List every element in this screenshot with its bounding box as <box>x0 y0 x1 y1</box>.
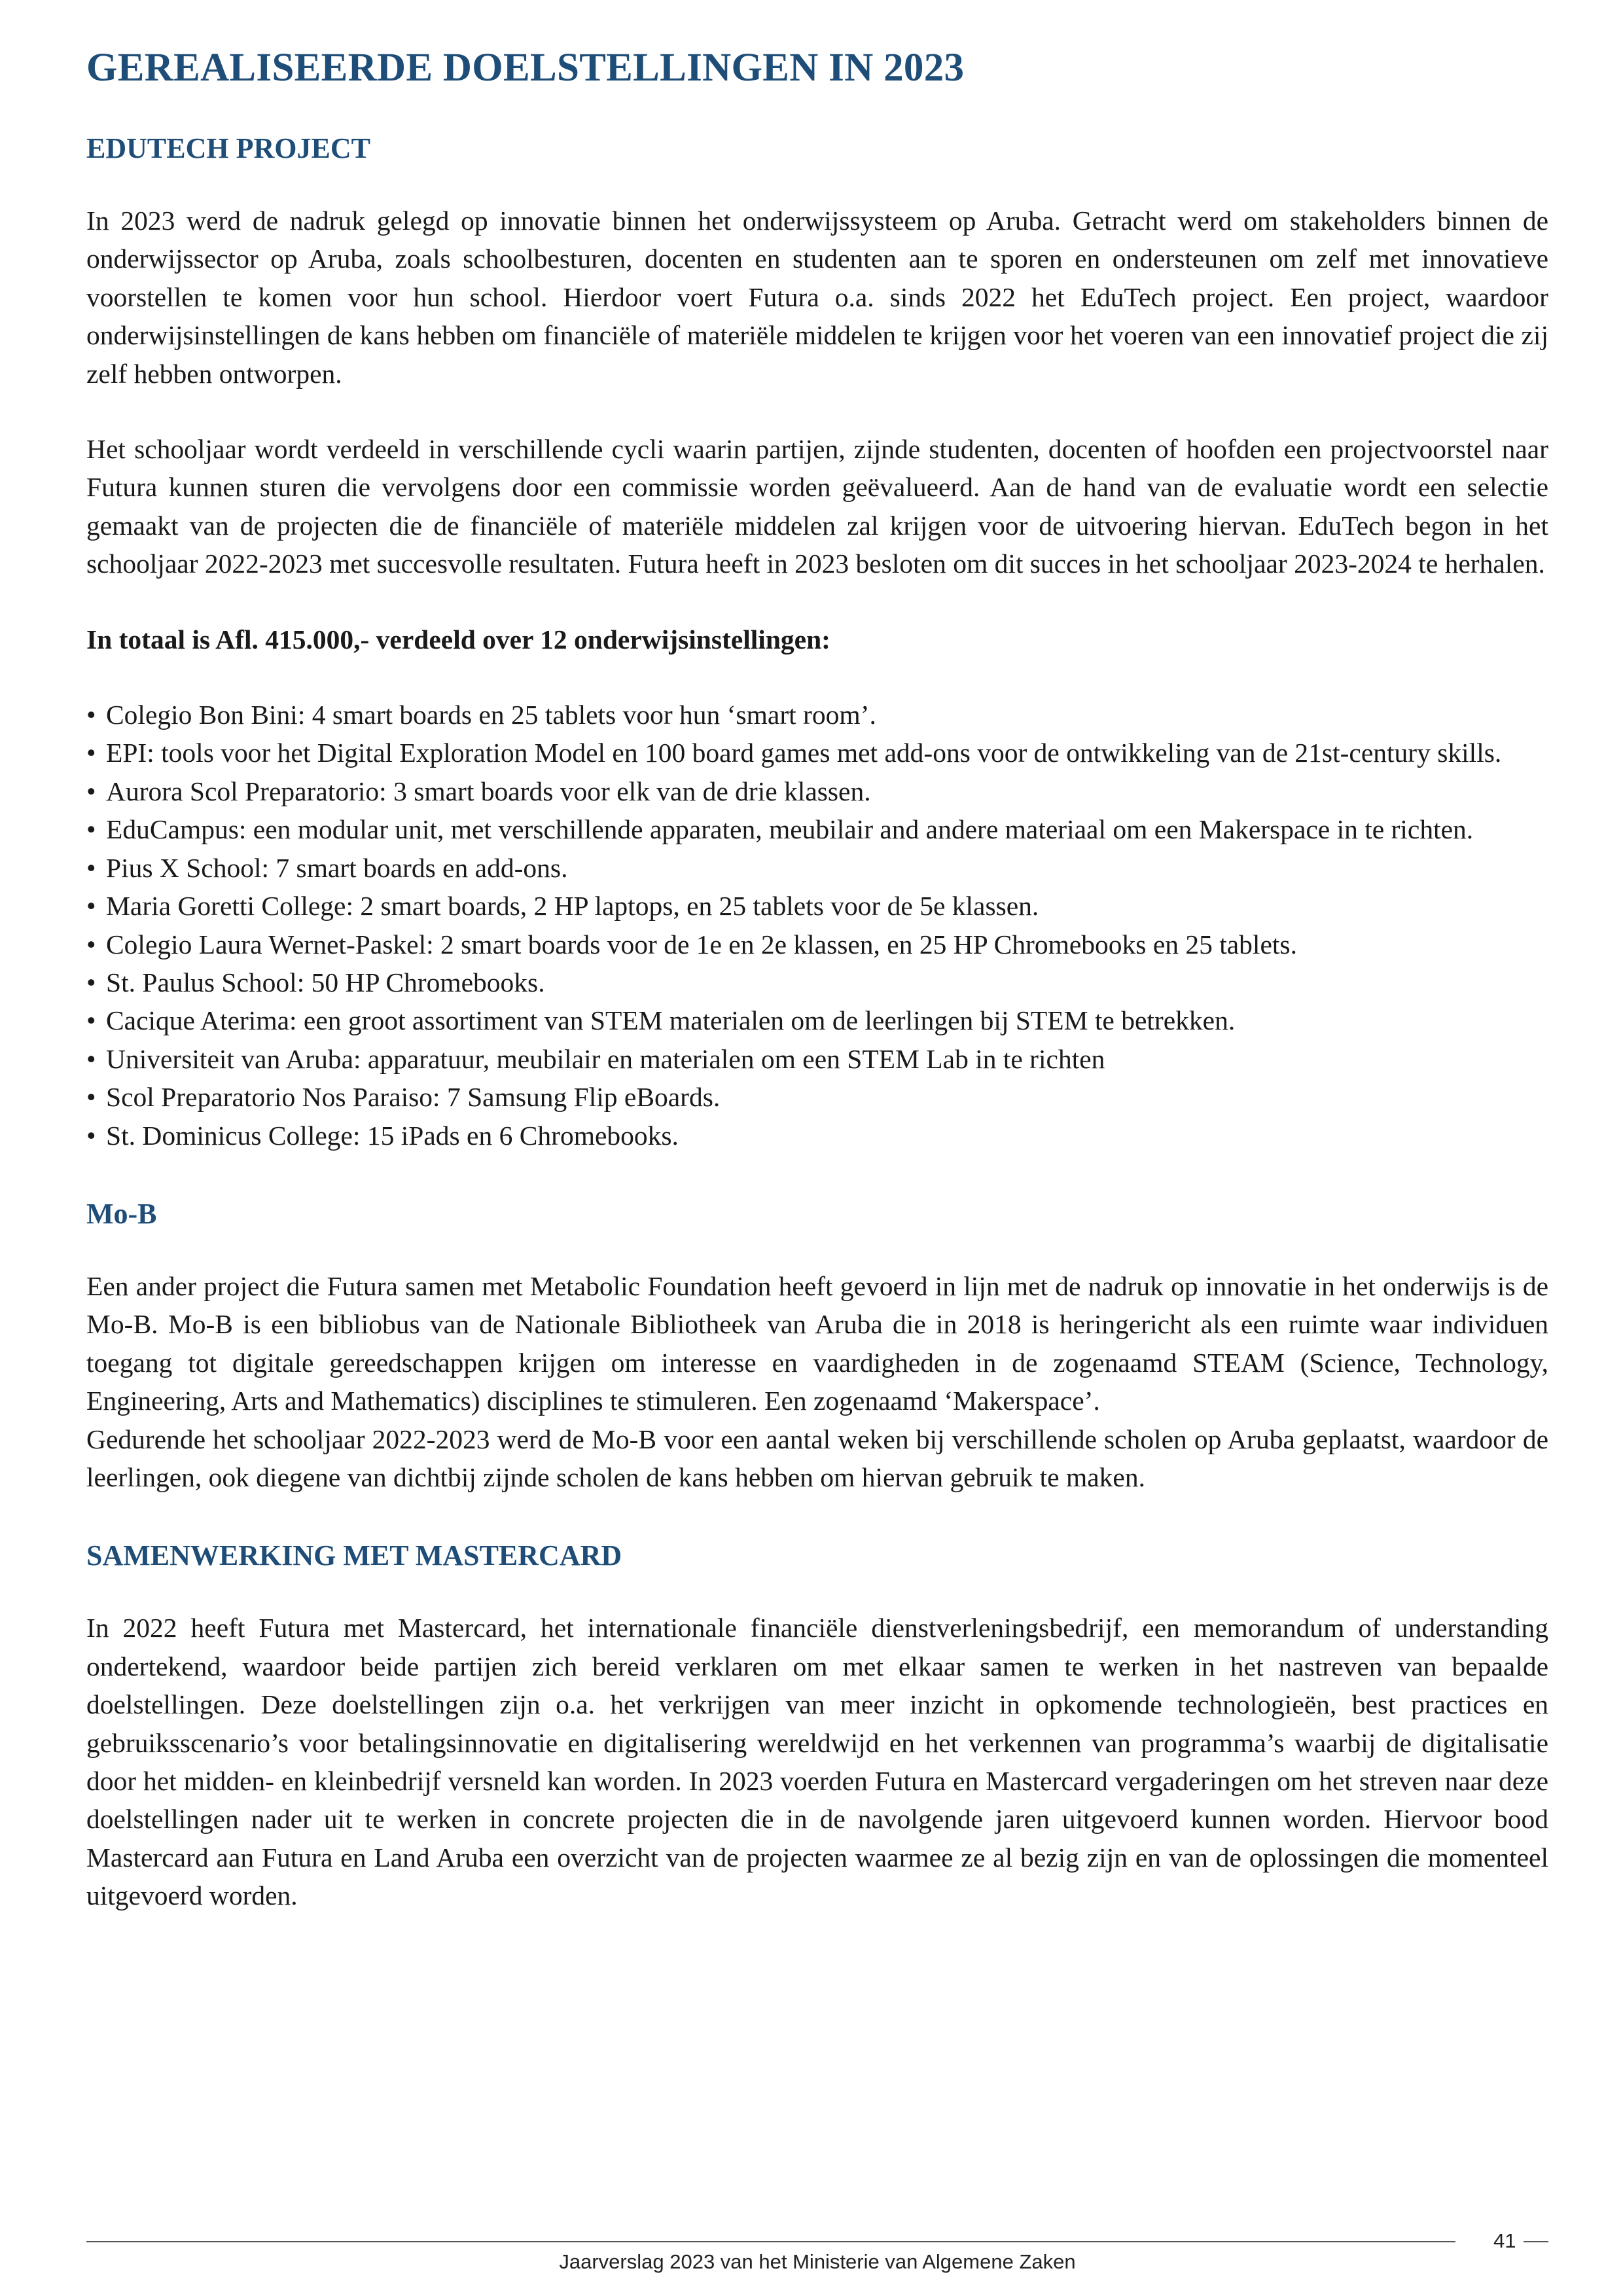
paragraph: Een ander project die Futura samen met Metabolic Foundation heeft gevoerd in lijn met de nadruk op innovatie in het onderwijs is de Mo-B. Mo-B is een bibliobus van de Nationale Bibliotheek van Aruba die in 2018 is heringericht als een ruimte waar individuen toegang tot digitale gereedschappen krijgen om interesse en vaardigheden in de zogenaamd STEAM (Science, Technology, Engineering, Arts and Mathematics) disciplines te stimuleren. Een zogenaamd ‘Makerspace’. <box>86 1270 1548 1416</box>
bullet-icon: • <box>86 776 96 806</box>
bullet-icon: • <box>86 852 96 883</box>
section-mob <box>86 1195 1548 1496</box>
bullet-icon: • <box>86 814 96 845</box>
bullet-icon: • <box>86 700 96 730</box>
list-item: • Scol Preparatorio Nos Paraiso: 7 Samsung Flip eBoards. <box>86 1078 1548 1116</box>
list-item: • EduCampus: een modular unit, met verschillende apparaten, meubilair and andere materiaal om een Makerspace in te richten. <box>86 810 1548 848</box>
list-item: • Pius X School: 7 smart boards en add-ons. <box>86 849 1548 887</box>
footer-divider <box>86 2241 1455 2242</box>
list-item: • St. Paulus School: 50 HP Chromebooks. <box>86 963 1548 1001</box>
section-edutech <box>86 130 1548 1155</box>
bullet-icon: • <box>86 929 96 960</box>
paragraph: Gedurende het schooljaar 2022-2023 werd de Mo-B voor een aantal weken bij verschillende scholen op Aruba geplaatst, waardoor de leerlingen, ook diegene van dichtbij zijnde scholen de kans hebben om hiervan gebruik te maken. <box>86 1424 1548 1492</box>
bullet-icon: • <box>86 1043 96 1074</box>
page-title: GEREALISEERDE DOELSTELLINGEN IN 2023 <box>86 46 965 90</box>
section-heading-mob: Mo-B <box>86 1197 157 1230</box>
list-item: • Maria Goretti College: 2 smart boards, 2 HP laptops, en 25 tablets voor de 5e klassen. <box>86 887 1548 925</box>
page-content <box>86 38 1548 1915</box>
page-number-dash <box>1524 2241 1548 2242</box>
list-item: • Colegio Bon Bini: 4 smart boards en 25 tablets voor hun ‘smart room’. <box>86 696 1548 734</box>
section-heading-edutech: EDUTECH PROJECT <box>86 132 370 164</box>
list-item: • EPI: tools voor het Digital Exploration Model en 100 board games met add-ons voor de ontwikkeling van de 21st-century skills. <box>86 734 1548 772</box>
bullet-icon: • <box>86 738 96 768</box>
paragraph: In 2022 heeft Futura met Mastercard, het internationale financiële dienstverleningsbedrijf, een memorandum of understanding ondertekend, waardoor beide partijen zich bereid verklaren om met elkaar samen te werken in het nastreven van bepaalde doelstellingen. Deze doelstellingen zijn o.a. het verkrijgen van meer inzicht in opkomende technologieën, best practices en gebruiksscenario’s voor betalingsinnovatie en digitalisering wereldwijd en het verkennen van programma’s waarbij de digitalisatie door het midden- en kleinbedrijf versneld kan worden. In 2023 voerden Futura en Mastercard vergaderingen om het streven naar deze doelstellingen nader uit te werken in concrete projecten die in de navolgende jaren uitgevoerd kunnen worden. Hiervoor bood Mastercard aan Futura en Land Aruba een overzicht van de projecten waarmee ze al bezig zijn en van de oplossingen die momenteel uitgevoerd worden. <box>86 1613 1548 1911</box>
bullet-icon: • <box>86 1120 96 1151</box>
bullet-icon: • <box>86 891 96 922</box>
paragraph: In 2023 werd de nadruk gelegd op innovatie binnen het onderwijssysteem op Aruba. Getracht werd om stakeholders binnen de onderwijssector op Aruba, zoals schoolbesturen, docenten en studenten aan te sporen en ondersteunen om zelf met innovatieve voorstellen te komen voor hun school. Hierdoor voert Futura o.a. sinds 2022 het EduTech project. Een project, waardoor onderwijsinstellingen de kans hebben om financiële of materiële middelen te krijgen voor het voeren van een innovatief project die zij zelf hebben ontworpen. <box>86 206 1548 389</box>
bullet-icon: • <box>86 1082 96 1113</box>
list-item: • Colegio Laura Wernet-Paskel: 2 smart boards voor de 1e en 2e klassen, en 25 HP Chromebooks en 25 tablets. <box>86 925 1548 963</box>
paragraph: Het schooljaar wordt verdeeld in verschillende cycli waarin partijen, zijnde studenten, docenten of hoofden een projectvoorstel naar Futura kunnen sturen die vervolgens door een commissie worden geëvalueerd. Aan de hand van de evaluatie wordt een selectie gemaakt van de projecten die de financiële of materiële middelen zal krijgen voor de uitvoering hiervan. EduTech begon in het schooljaar 2022-2023 met succesvolle resultaten. Futura heeft in 2023 besloten om dit succes in het schooljaar 2023-2024 te herhalen. <box>86 434 1548 579</box>
section-heading-mastercard: SAMENWERKING MET MASTERCARD <box>86 1539 622 1572</box>
total-statement: In totaal is Afl. 415.000,- verdeeld over 12 onderwijsinstellingen: <box>86 624 830 655</box>
list-item: • Universiteit van Aruba: apparatuur, meubilair en materialen om een STEM Lab in te richten <box>86 1040 1548 1078</box>
bullet-icon: • <box>86 967 96 997</box>
page-number: 41 <box>1493 2229 1516 2252</box>
list-item: • Aurora Scol Preparatorio: 3 smart boards voor elk van de drie klassen. <box>86 772 1548 810</box>
list-item: • Cacique Aterima: een groot assortiment van STEM materialen om de leerlingen bij STEM te betrekken. <box>86 1001 1548 1039</box>
bullet-icon: • <box>86 1005 96 1036</box>
footer-text: Jaarverslag 2023 van het Ministerie van Algemene Zaken <box>559 2250 1076 2273</box>
section-mastercard <box>86 1537 1548 1914</box>
institution-list <box>86 696 1548 1155</box>
list-item: • St. Dominicus College: 15 iPads en 6 Chromebooks. <box>86 1117 1548 1155</box>
